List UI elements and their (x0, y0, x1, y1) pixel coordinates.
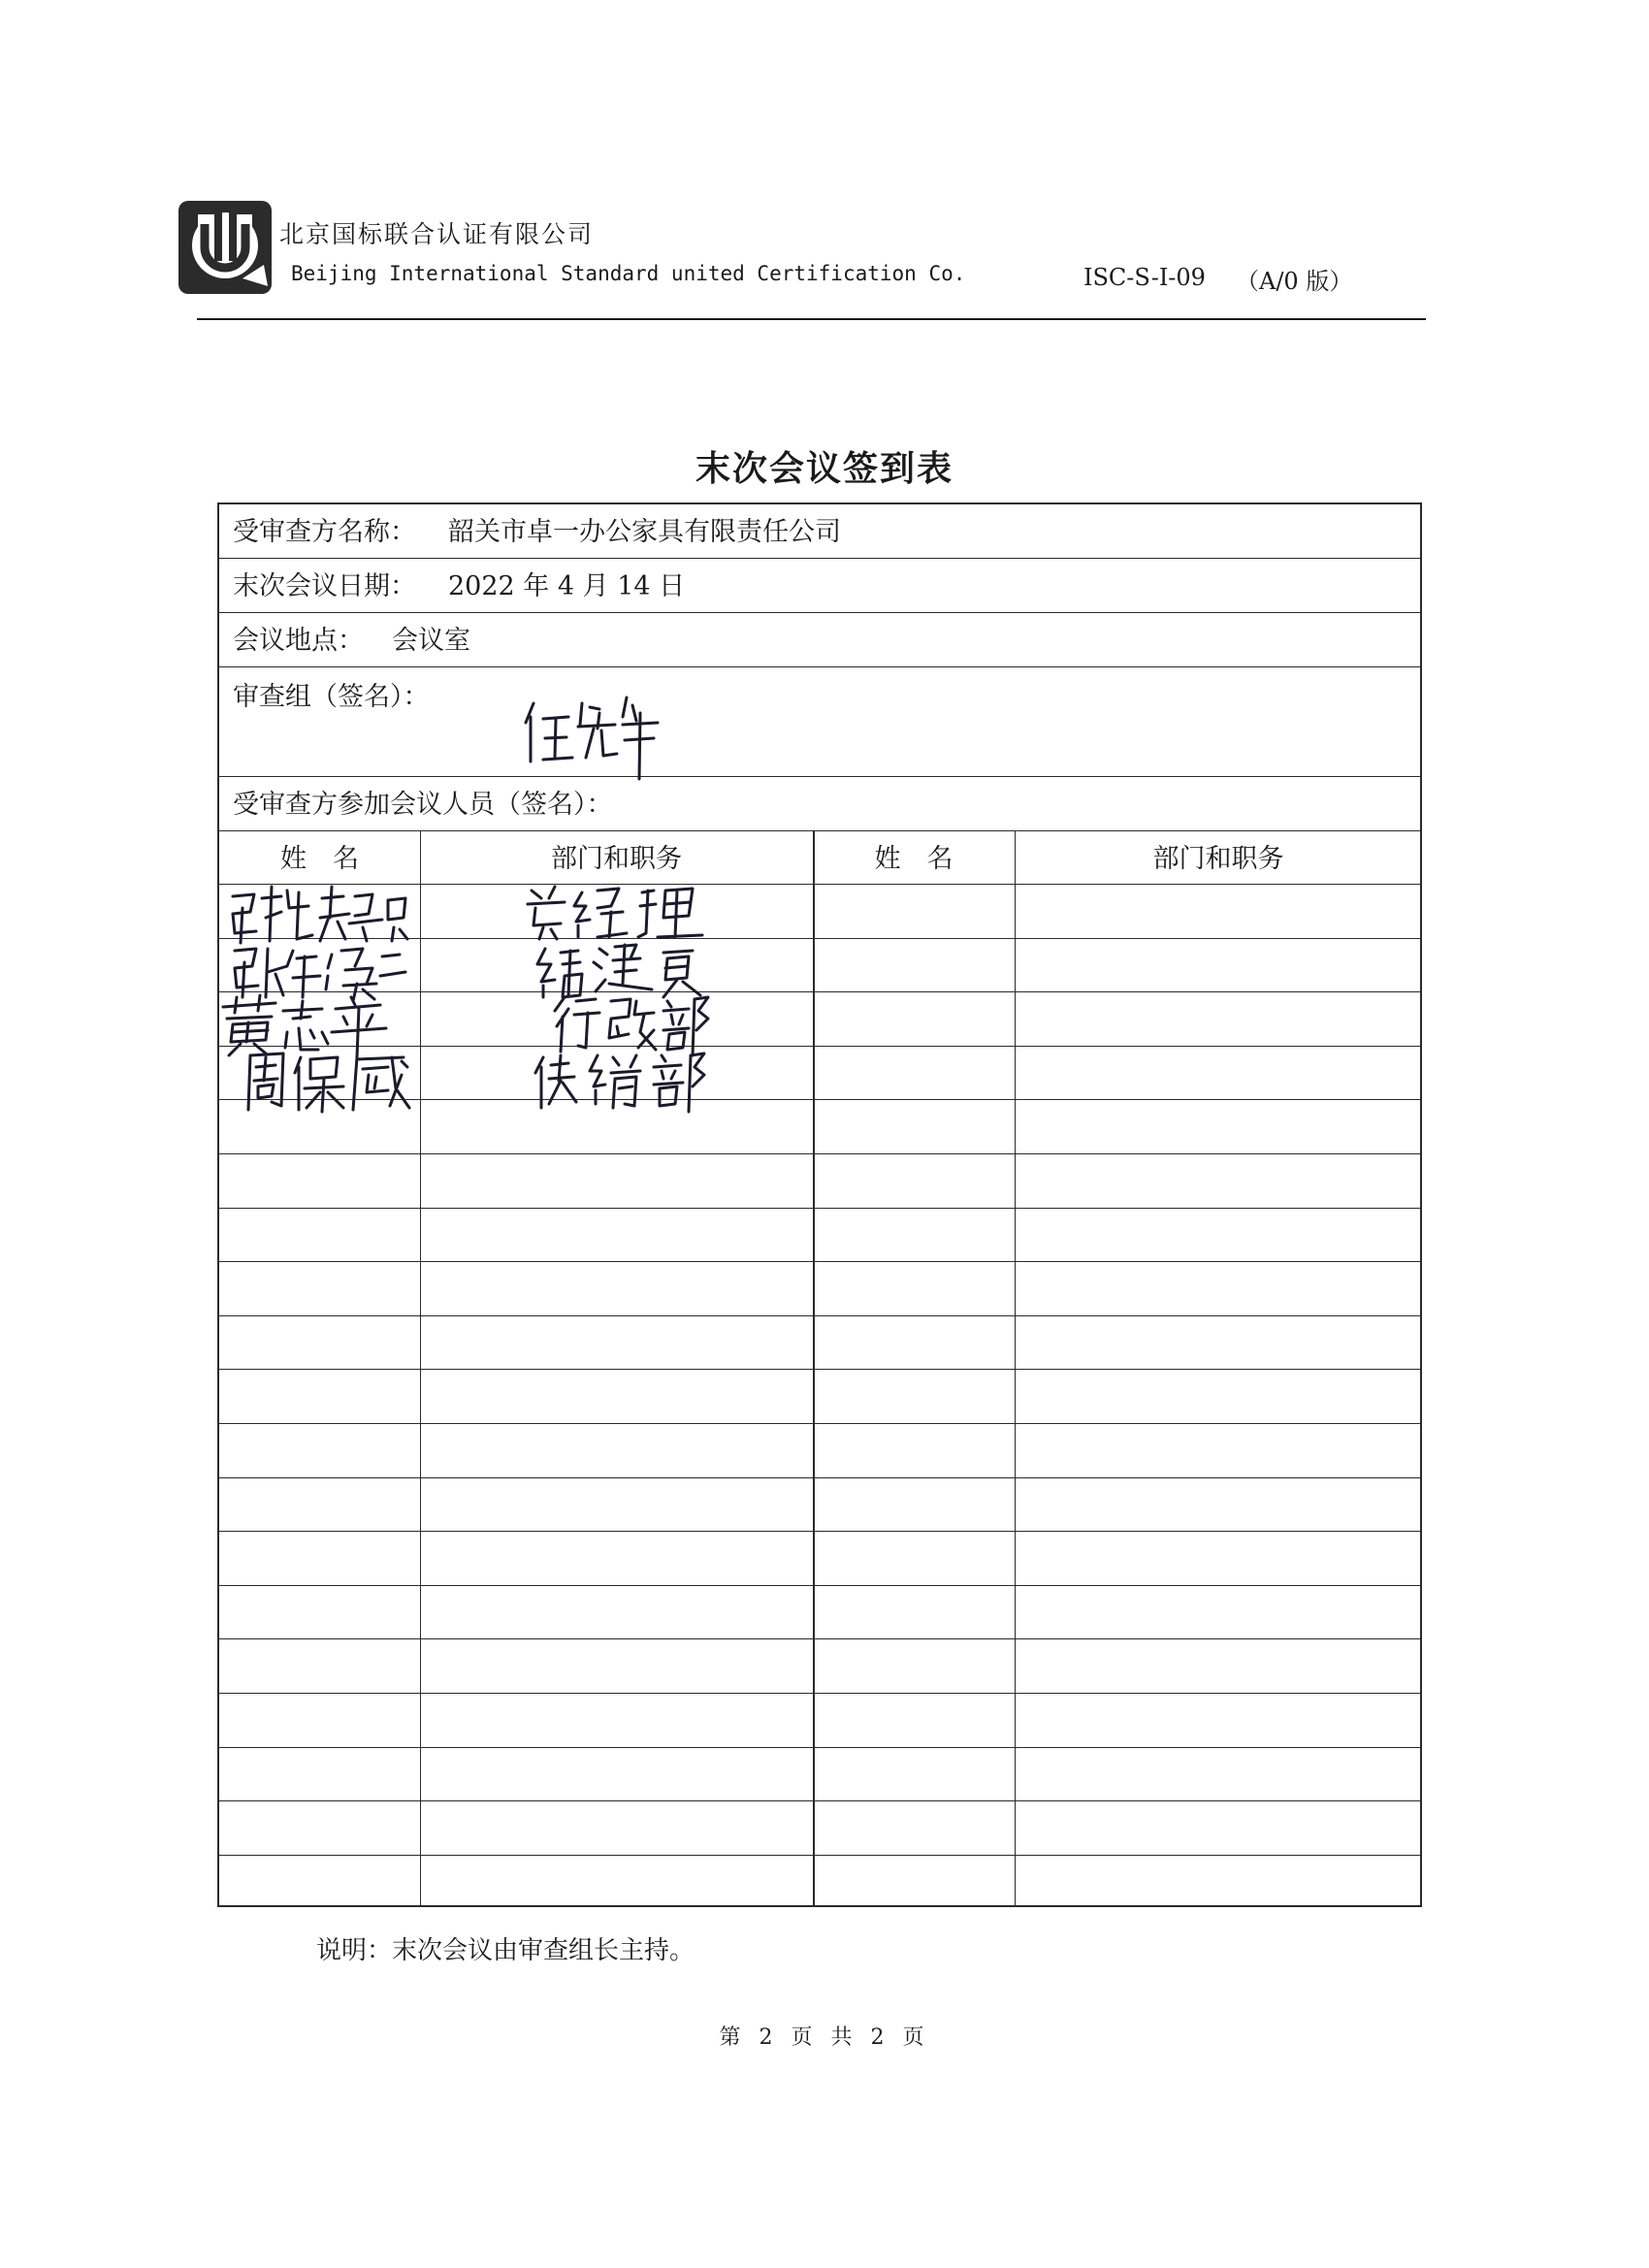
meeting-date-label: 末次会议日期： (233, 571, 416, 601)
column-header-position: 部门和职务 (1152, 844, 1284, 874)
grid-row-line (219, 1369, 1420, 1370)
grid-row-line (219, 1477, 1420, 1478)
grid-col-line (420, 830, 421, 1907)
participant-name-signature (242, 1048, 417, 1116)
document-code: ISC-S-I-09 (1083, 264, 1206, 291)
page-number: 第 2 页 共 2 页 (719, 2025, 930, 2050)
meeting-location-label: 会议地点： (233, 626, 364, 656)
form-divider (219, 830, 1420, 831)
form-divider (219, 666, 1420, 667)
grid-row-line (219, 1638, 1420, 1639)
company-name-en: Beijing International Standard united Certification Co. (291, 262, 966, 285)
column-header-name: 姓 名 (280, 844, 359, 874)
form-divider (219, 558, 1420, 559)
document-version: （A/0 版） (1236, 268, 1353, 295)
meeting-location-value: 会议室 (392, 626, 470, 656)
form-note: 说明：末次会议由审查组长主持。 (316, 1936, 695, 1965)
auditee-name: 韶关市卓一办公家具有限责任公司 (448, 517, 841, 547)
form-divider (219, 612, 1420, 613)
grid-row-line (219, 1261, 1420, 1262)
grid-row-line (219, 1315, 1420, 1316)
column-header-name: 姓 名 (874, 844, 954, 874)
grid-col-line (813, 830, 815, 1907)
form-divider (219, 776, 1420, 777)
meeting-date-value: 2022 年 4 月 14 日 (448, 571, 686, 601)
grid-row-line (219, 1855, 1420, 1856)
grid-row-line (219, 1153, 1420, 1154)
company-logo-icon (175, 197, 275, 298)
grid-col-line (1015, 830, 1016, 1907)
grid-row-line (219, 1747, 1420, 1748)
grid-row-line (219, 1423, 1420, 1424)
grid-row-line (219, 1800, 1420, 1801)
audit-team-signature (522, 684, 667, 781)
grid-row-line (219, 1693, 1420, 1694)
sign-in-form (217, 502, 1422, 1907)
participants-label: 受审查方参加会议人员（签名）： (233, 790, 613, 820)
grid-row-line (219, 1531, 1420, 1532)
audit-team-label: 审查组（签名）： (233, 682, 430, 712)
auditee-label: 受审查方名称： (233, 517, 416, 547)
document-title: 末次会议签到表 (695, 449, 954, 489)
header-divider (197, 318, 1426, 320)
grid-row-line (219, 1208, 1420, 1209)
participant-position-signature (530, 1046, 724, 1114)
grid-row-line (219, 1585, 1420, 1586)
column-header-position: 部门和职务 (551, 844, 682, 874)
company-name-cn: 北京国标联合认证有限公司 (279, 220, 595, 248)
